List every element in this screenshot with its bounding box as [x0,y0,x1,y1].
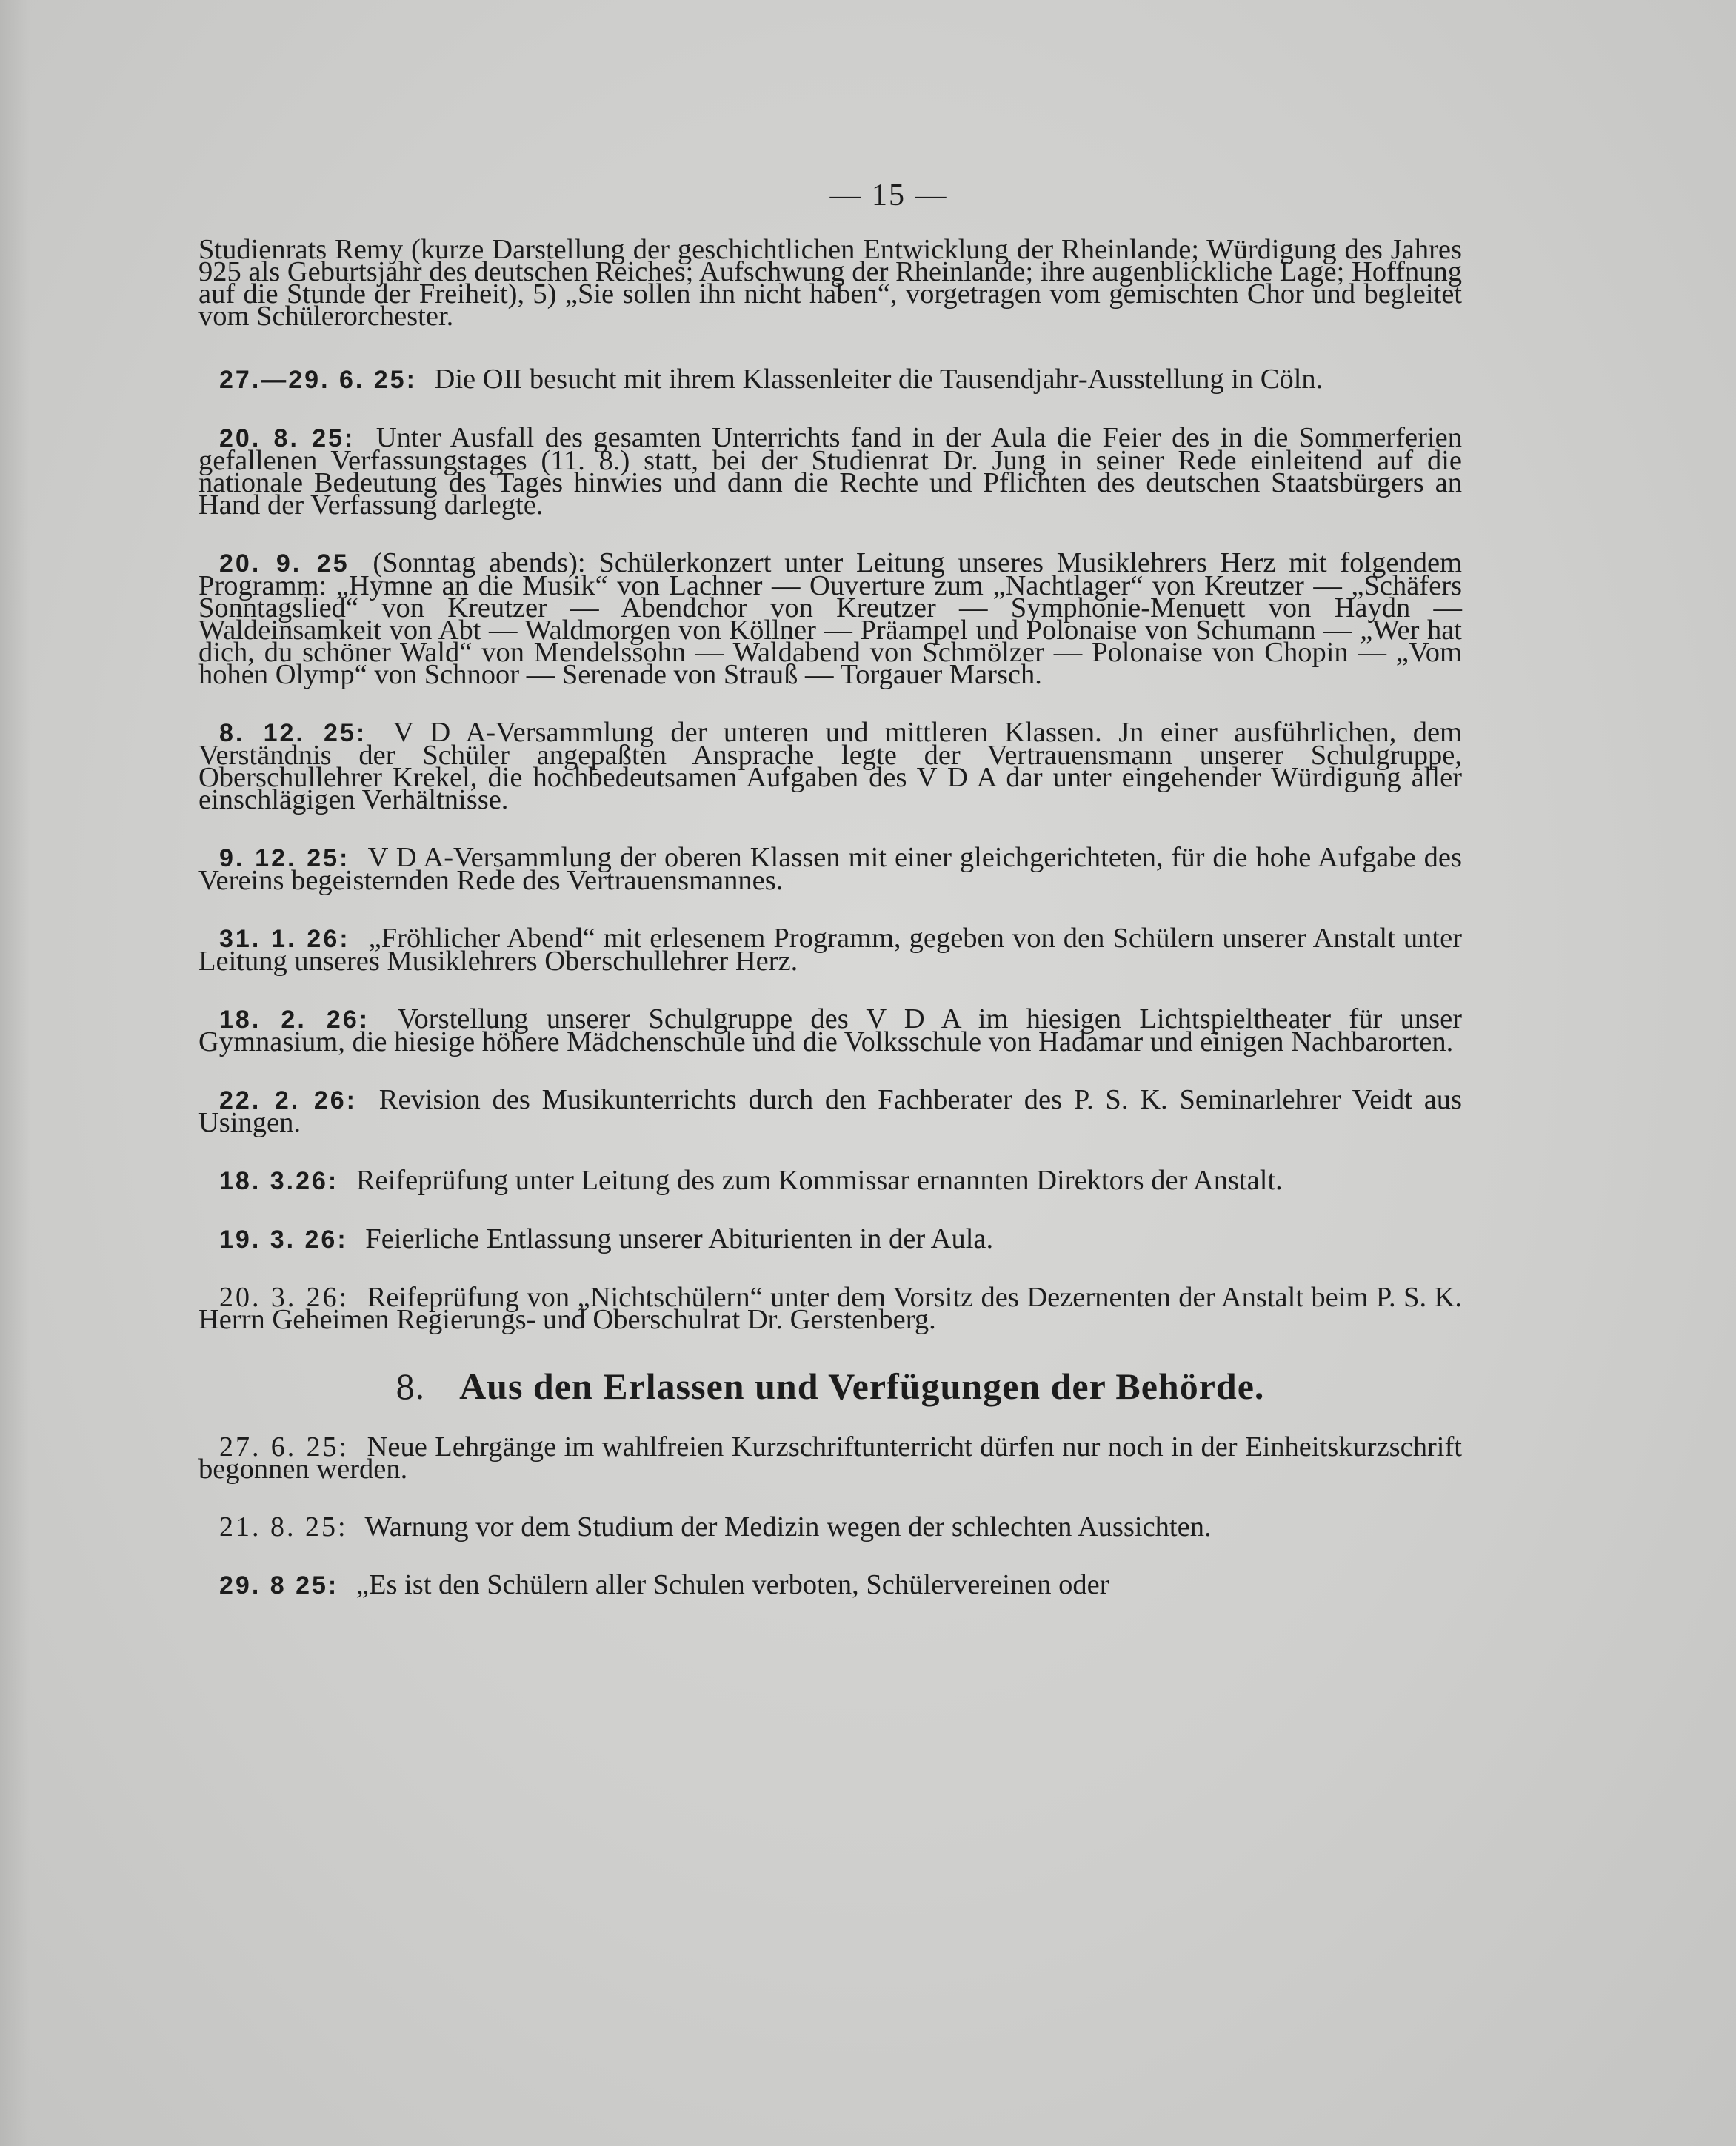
entry-date: 18. 2. 26: [219,1006,370,1034]
entry-date: 20. 9. 25 [219,549,350,578]
entry-text: Reifeprüfung von „Nichtschülern“ unter dem Vorsitz des Dezernenten der Anstalt beim P. S. K. Herrn Geheimen Regierungs- und Oberschulrat Dr. Gerstenberg. [198,1282,1462,1335]
chronicle-entry [198,364,1462,395]
entry-date: 29. 8 25: [219,1571,339,1600]
decree-entry [198,1511,1462,1542]
chronicle-entry [198,1282,1462,1335]
section-title: Aus den Erlassen und Verfügungen der Behörde. [459,1366,1265,1407]
chronicle-entry [198,842,1462,896]
entry-date: 19. 3. 26: [219,1226,348,1254]
entry-text: Unter Ausfall des gesamten Unterrichts fand in der Aula die Feier des in die Sommerferien gefallenen Verfassungstages (11. 8.) statt, bei der Studienrat Dr. Jung in seiner Rede einleitend auf die nationale Bedeutung des Tages hinwies und dann die Rechte und Pflichten des deutschen Staatsbürgers an Hand der Verfassung darlegte. [198,422,1462,521]
entry-text: Warnung vor dem Studium der Medizin wegen der schlechten Aussichten. [364,1511,1212,1542]
entry-date: 27.—29. 6. 25: [219,366,417,394]
entry-text: Vorstellung unserer Schulgruppe des V D A im hiesigen Lichtspieltheater für unser Gymnasium, die hiesige höhere Mädchenschule und die Volksschule von Hadamar und einigen Nachbarorten. [198,1003,1463,1057]
entry-date: 18. 3.26: [219,1167,339,1195]
entry-date: 8. 12. 25: [219,719,367,747]
entry-date: 27. 6. 25: [219,1431,350,1463]
paragraph-text: Studienrats Remy (kurze Darstellung der geschichtlichen Entwicklung der Rheinlande; Würdigung des Jahres 925 als Geburtsjahr des deutschen Reiches; Aufschwung der Rheinlande; ihre augenblickliche Lage; Hoffnung auf die Stunde der Freiheit), 5) „Sie sollen ihn nicht haben“, vorgetragen vom gemischten Chor und begleitet vom Schülerorchester. [198,234,1462,332]
entry-text: Neue Lehrgänge im wahlfreien Kurzschriftunterricht dürfen nur noch in der Einheitskurzschrift begonnen werden. [198,1431,1463,1485]
entry-text: Die OII besucht mit ihrem Klassenleiter die Tausendjahr-Ausstellung in Cöln. [434,364,1323,395]
entry-text: Reifeprüfung unter Leitung des zum Kommissar ernannten Direktors der Anstalt. [355,1165,1283,1196]
entry-text: Revision des Musikunterrichts durch den Fachberater des P. S. K. Seminarlehrer Veidt aus Usingen. [198,1084,1463,1138]
section-heading [198,1366,1462,1406]
entry-text: „Es ist den Schülern aller Schulen verboten, Schülervereinen oder [355,1569,1109,1600]
chronicle-entry [198,923,1463,977]
entry-date: 9. 12. 25: [219,844,350,872]
chronicle-entry [198,1084,1463,1138]
chronicle-entry [198,1165,1462,1196]
page-number: — 15 — [829,178,948,213]
page-body [198,234,1463,1632]
decree-entry [198,1431,1463,1485]
decree-entry [198,1569,1462,1600]
entry-text: V D A-Versammlung der unteren und mittleren Klassen. Jn einer ausführlichen, dem Verständnis der Schüler angepaßten Ansprache legte der Vertrauensmann unserer Schulgruppe, Oberschullehrer Krekel, die hochbedeutsamen Aufgaben des V D A dar unter eingehender Würdigung aller einschlägigen Verhältnisse. [198,717,1462,815]
chronicle-entry [198,1223,1462,1254]
entry-date: 20. 3. 26: [219,1282,350,1313]
entry-date: 20. 8. 25: [219,424,355,452]
entry-date: 31. 1. 26: [219,925,350,953]
page-gutter-shadow [0,0,30,2146]
entry-text: V D A-Versammlung der oberen Klassen mit einer gleichgerichteten, für die hohe Aufgabe des Vereins begeisternden Rede des Vertrauensmannes. [198,842,1462,896]
entry-date: 21. 8. 25: [219,1511,348,1542]
entry-text: (Sonntag abends): Schülerkonzert unter Leitung unseres Musiklehrers Herz mit folgendem Programm: „Hymne an die Musik“ von Lachner — Ouverture zum „Nachtlager“ von Kreutzer — „Schäfers Sonntagslied“ von Kreutzer — Abendchor von Kreutzer — Symphonie-Menuett von Haydn — Waldeinsamkeit von Abt — Waldmorgen von Köllner — Präampel und Polonaise von Schumann — „Wer hat dich, du schöner Wald“ von Mendelssohn — Waldabend von Schmölzer — Polonaise von Chopin — „Vom hohen Olymp“ von Schnoor — Serenade von Strauß — Torgauer Marsch. [198,547,1462,690]
chronicle-entry [198,422,1462,521]
chronicle-entry [198,717,1462,815]
entry-date: 22. 2. 26: [219,1086,357,1114]
chronicle-entry [198,547,1462,690]
paragraph-continuation [198,234,1462,332]
chronicle-entry [198,1003,1463,1057]
entry-text: Feierliche Entlassung unserer Abiturienten in der Aula. [365,1223,994,1254]
entry-text: „Fröhlicher Abend“ mit erlesenem Programm, gegeben von den Schülern unserer Anstalt unter Leitung unseres Musiklehrers Oberschullehrer Herz. [198,923,1463,977]
section-number: 8. [395,1366,426,1407]
